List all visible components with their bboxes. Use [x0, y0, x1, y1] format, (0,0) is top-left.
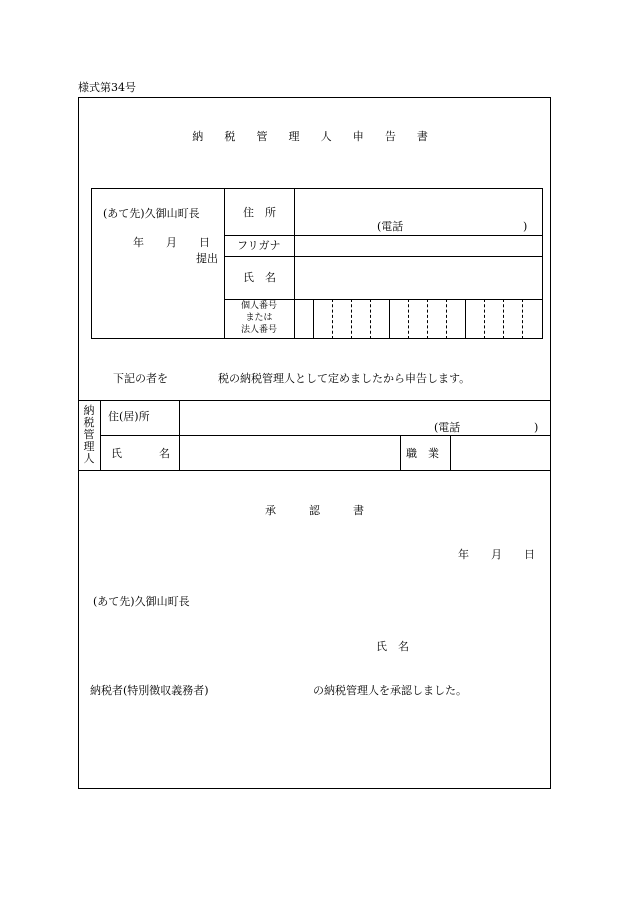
approval-date: 年 月 日 — [458, 548, 535, 561]
approval-title: 承 認 書 — [265, 504, 364, 517]
id-number-label — [224, 300, 294, 338]
furigana-label: フリガナ — [237, 239, 281, 252]
id-number-label-line: または — [245, 313, 273, 324]
manager-name-label: 氏 — [111, 447, 122, 460]
manager-side-char: 税 — [83, 416, 95, 429]
phone-label: (電話 — [377, 220, 404, 233]
applicant-row-line — [224, 235, 543, 236]
name-field[interactable] — [296, 258, 541, 297]
declaration-prefix: 下記の者を — [113, 372, 168, 385]
manager-side-char: 人 — [83, 452, 95, 465]
page-title: 納 税 管 理 人 申 告 書 — [192, 130, 437, 143]
name-label: 氏 名 — [243, 271, 276, 284]
manager-phone-label: (電話 — [434, 421, 461, 434]
id-number-field[interactable] — [296, 301, 541, 337]
manager-divider — [100, 400, 101, 470]
furigana-field[interactable] — [296, 237, 541, 254]
manager-mid-line — [100, 435, 551, 436]
manager-side-char: 理 — [83, 440, 95, 453]
manager-address-label: 住(居)所 — [108, 410, 150, 423]
approval-name-field[interactable] — [420, 634, 540, 654]
address-label: 住 所 — [243, 206, 276, 219]
manager-side-label — [78, 401, 100, 469]
applicant-submitted: 提出 — [196, 252, 218, 265]
manager-side-char: 管 — [83, 428, 95, 441]
applicant-divider-2 — [294, 188, 295, 339]
manager-address-field[interactable] — [181, 402, 549, 433]
manager-name-field[interactable] — [181, 437, 398, 468]
approval-statement: の納税管理人を承認しました。 — [313, 684, 467, 697]
manager-top-line — [78, 400, 551, 401]
tax-type-field[interactable] — [175, 368, 217, 386]
applicant-row-line — [224, 256, 543, 257]
manager-bottom-line — [78, 470, 551, 471]
approval-addressee: (あて先)久御山町長 — [93, 595, 190, 608]
id-number-label-line: 個人番号 — [240, 301, 277, 312]
approval-name-label: 氏 名 — [376, 640, 409, 653]
taxpayer-label: 納税者(特別徴収義務者) — [90, 684, 209, 697]
manager-divider — [400, 435, 401, 470]
taxpayer-name-field[interactable] — [225, 679, 310, 699]
manager-side-char: 納 — [83, 404, 95, 417]
manager-divider — [179, 400, 180, 470]
id-number-label-line: 法人番号 — [240, 324, 277, 335]
phone-close: ) — [523, 220, 528, 233]
occupation-label: 職 業 — [406, 447, 439, 460]
form-number: 様式第34号 — [78, 81, 136, 94]
occupation-field[interactable] — [452, 437, 549, 468]
manager-phone-close: ) — [534, 421, 539, 434]
applicant-date: 年 月 日 — [133, 236, 210, 249]
address-field[interactable] — [296, 190, 541, 233]
manager-name-label: 名 — [159, 447, 170, 460]
manager-divider — [450, 435, 451, 470]
declaration-suffix: 税の納税管理人として定めましたから申告します。 — [218, 372, 471, 385]
applicant-addressee: (あて先)久御山町長 — [103, 207, 200, 220]
